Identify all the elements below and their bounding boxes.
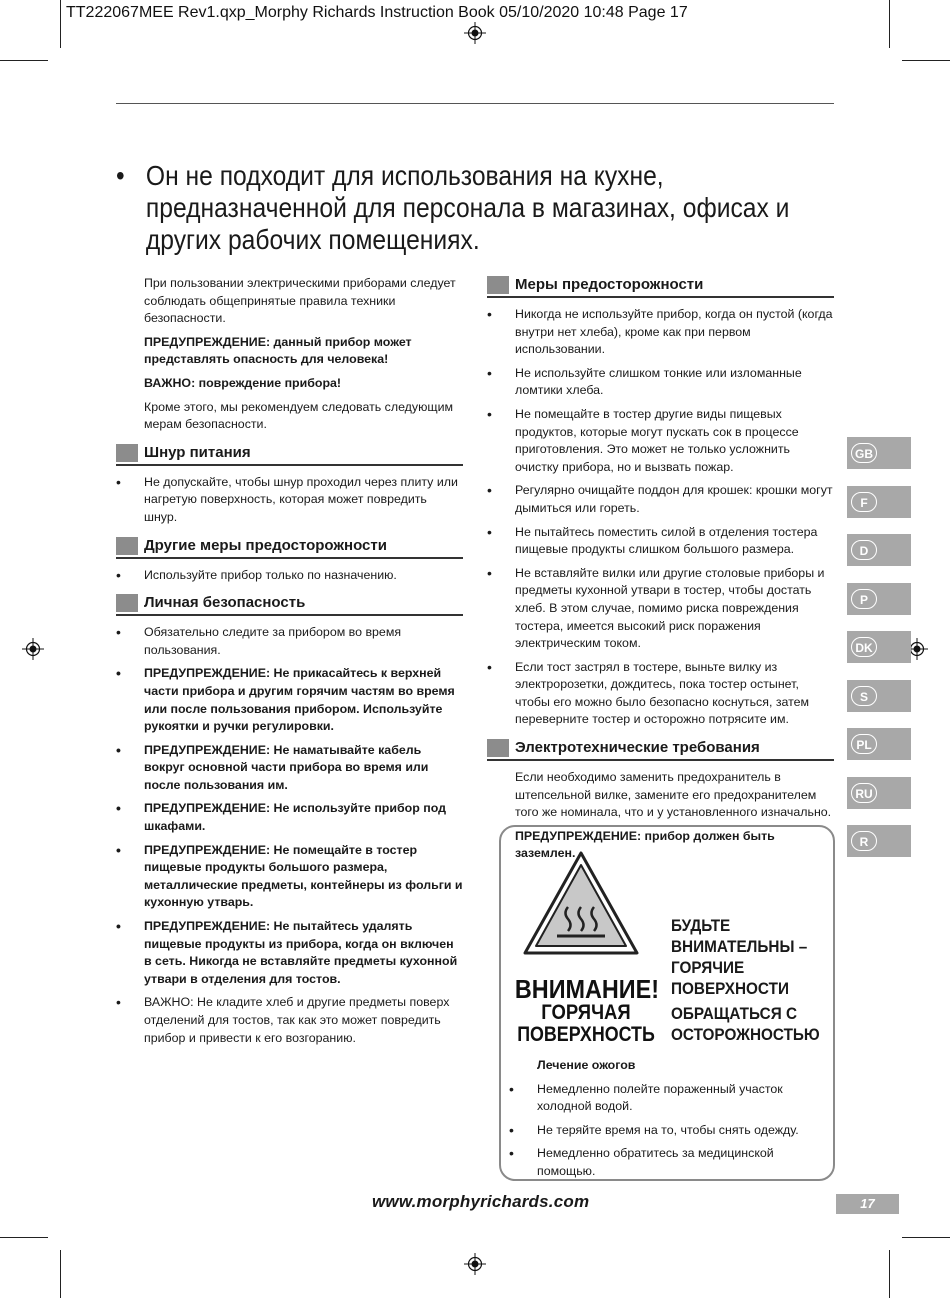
other-precautions-list: [116, 567, 463, 585]
section-header-other-precautions: [116, 537, 463, 559]
personal-safety-list: [116, 624, 463, 1047]
intro-paragraph: При пользовании электрическими приборами следует соблюдать общепринятые правила техники безопасности.: [144, 276, 456, 326]
section-marker: [116, 444, 138, 462]
hot-label: ГОРЯЧАЯ: [541, 1001, 631, 1024]
list-item: • Не допускайте, чтобы шнур проходил через плиту или нагретую поверхность, которая может повредить шнур.: [116, 474, 463, 527]
language-tab-s[interactable]: [847, 680, 911, 712]
crop-mark: [902, 1237, 950, 1238]
section-header-precautions: [487, 276, 834, 298]
language-tab-p[interactable]: [847, 583, 911, 615]
list-item: • Не помещайте в тостер другие виды пищевых продуктов, которые могут пускать сок в процессе приготовления. Это может не только усложнить очистку прибора, но и вызвать пожар.: [487, 406, 834, 476]
list-item: • ПРЕДУПРЕЖДЕНИЕ: Не пытайтесь удалять пищевые продукты из прибора, когда он включен в сеть. Никогда не вставляйте предметы кухонной утвари в отделения для тостов.: [116, 918, 463, 988]
crop-mark: [902, 60, 950, 61]
burns-title: Лечение ожогов: [537, 1058, 636, 1072]
crop-mark: [889, 0, 890, 48]
section-marker: [116, 594, 138, 612]
top-rule: [116, 103, 834, 104]
burns-section: [509, 1057, 821, 1187]
list-item: • ПРЕДУПРЕЖДЕНИЕ: Не наматывайте кабель вокруг основной части прибора во время или после пользования им.: [116, 742, 463, 795]
language-tab-pl[interactable]: [847, 728, 911, 760]
earth-warning: ПРЕДУПРЕЖДЕНИЕ: прибор должен быть заземлен.: [515, 828, 775, 861]
list-item: • Никогда не используйте прибор, когда он пустой (когда внутри нет хлеба), кроме как при первом использовании.: [487, 306, 834, 359]
language-code: D: [851, 540, 877, 560]
section-marker: [116, 537, 138, 555]
right-column: [487, 266, 834, 869]
page-number: 17: [836, 1194, 899, 1214]
section-title: Электротехнические требования: [515, 739, 760, 757]
language-code: R: [851, 831, 877, 851]
warning-heading: ВНИМАНИЕ!: [514, 974, 660, 1004]
crop-mark: [60, 0, 61, 48]
crop-mark: [0, 1237, 48, 1238]
language-tab-r[interactable]: [847, 825, 911, 857]
warning-paragraph: ПРЕДУПРЕЖДЕНИЕ: данный прибор может представлять опасность для человека!: [144, 334, 412, 367]
list-item: • Не используйте слишком тонкие или изломанные ломтики хлеба.: [487, 365, 834, 400]
print-slug: TT222067MEE Rev1.qxp_Morphy Richards Instruction Book 05/10/2020 10:48 Page 17: [66, 4, 688, 21]
hot-surface-icon: [521, 849, 641, 959]
list-item: • ПРЕДУПРЕЖДЕНИЕ: Не помещайте в тостер пищевые продукты большого размера, металлические предметы, контейнеры из фольги и кухонную утварь.: [116, 842, 463, 912]
language-code: DK: [851, 637, 877, 657]
be-careful-text: БУДЬТЕ ВНИМАТЕЛЬНЫ – ГОРЯЧИЕ ПОВЕРХНОСТИ: [671, 916, 808, 998]
list-item: • Используйте прибор только по назначению.: [116, 567, 463, 585]
crop-mark: [60, 1250, 61, 1298]
list-item: • Не вставляйте вилки или другие столовые приборы и предметы кухонной утвари в тостер, чтобы достать хлеб. В этом случае, помимо риска повреждения тостера, имеется высокий риск поражения электрическим током.: [487, 565, 834, 653]
registration-mark-icon: [22, 638, 44, 660]
important-paragraph: ВАЖНО: повреждение прибора!: [144, 375, 342, 390]
section-marker: [487, 276, 509, 294]
list-item: • ВАЖНО: Не кладите хлеб и другие предметы поверх отделений для тостов, так как это может повредить прибор и привести к его возгоранию.: [116, 994, 463, 1047]
surface-label: ПОВЕРХНОСТЬ: [517, 1023, 655, 1046]
website-url[interactable]: www.morphyrichards.com: [372, 1192, 590, 1211]
list-item: • Регулярно очищайте поддон для крошек: крошки могут дымиться или гореть.: [487, 482, 834, 517]
section-title: Шнур питания: [144, 443, 251, 461]
section-marker: [487, 739, 509, 757]
language-tab-gb[interactable]: [847, 437, 911, 469]
precautions-list: [487, 306, 834, 729]
list-item: • Не теряйте время на то, чтобы снять одежду.: [509, 1122, 821, 1140]
language-code: P: [851, 589, 877, 609]
list-item: • Немедленно обратитесь за медицинской помощью.: [509, 1145, 821, 1180]
language-code: RU: [851, 783, 877, 803]
language-tab-d[interactable]: [847, 534, 911, 566]
section-title: Личная безопасность: [144, 594, 306, 612]
language-code: S: [851, 686, 877, 706]
language-code: F: [851, 492, 877, 512]
registration-mark-icon: [464, 22, 486, 44]
section-header-electrical: [487, 739, 834, 761]
burns-list: [509, 1081, 821, 1181]
language-code: GB: [851, 443, 877, 463]
list-item: • Если тост застрял в тостере, выньте вилку из электророзетки, дождитесь, пока тостер остынет, чтобы его можно было безопасно коснуться, затем переверните тостер и осторожно потрясите им.: [487, 659, 834, 729]
intro-text: Он не подходит для использования на кухне, предназначенной для персонала в магазинах, офисах и других рабочих помещениях.: [145, 160, 790, 255]
language-tab-ru[interactable]: [847, 777, 911, 809]
power-cord-list: [116, 474, 463, 527]
section-title: Меры предосторожности: [515, 276, 704, 293]
crop-mark: [889, 1250, 890, 1298]
list-item: • ПРЕДУПРЕЖДЕНИЕ: Не прикасайтесь к верхней части прибора и другим горячим частям во время или после пользования прибором. Используйте рукоятки и ручки регулировки.: [116, 665, 463, 735]
language-tab-f[interactable]: [847, 486, 911, 518]
list-item: • Обязательно следите за прибором во время пользования.: [116, 624, 463, 659]
bullet-icon: •: [116, 160, 125, 191]
section-title: Другие меры предосторожности: [144, 536, 387, 554]
language-tab-dk[interactable]: [847, 631, 911, 663]
recommend-paragraph: Кроме этого, мы рекомендуем следовать следующим мерам безопасности.: [144, 399, 454, 432]
hot-surface-warning-box: [499, 825, 835, 1181]
registration-mark-icon: [464, 1253, 486, 1275]
section-header-power-cord: [116, 444, 463, 466]
list-item: • Не пытайтесь поместить силой в отделения тостера пищевые продукты слишком большого размера.: [487, 524, 834, 559]
left-column: [116, 275, 463, 1053]
crop-mark: [0, 60, 48, 61]
handle-with-care-text: ОБРАЩАТЬСЯ С ОСТОРОЖНОСТЬЮ: [671, 1004, 820, 1044]
section-header-personal-safety: [116, 594, 463, 616]
list-item: • ПРЕДУПРЕЖДЕНИЕ: Не используйте прибор под шкафами.: [116, 800, 463, 835]
language-code: PL: [851, 734, 877, 754]
list-item: • Немедленно полейте пораженный участок холодной водой.: [509, 1081, 821, 1116]
fuse-paragraph: Если необходимо заменить предохранитель в штепсельной вилке, замените его предохранителем того же номинала, что и у установленного изначально.: [515, 770, 832, 820]
